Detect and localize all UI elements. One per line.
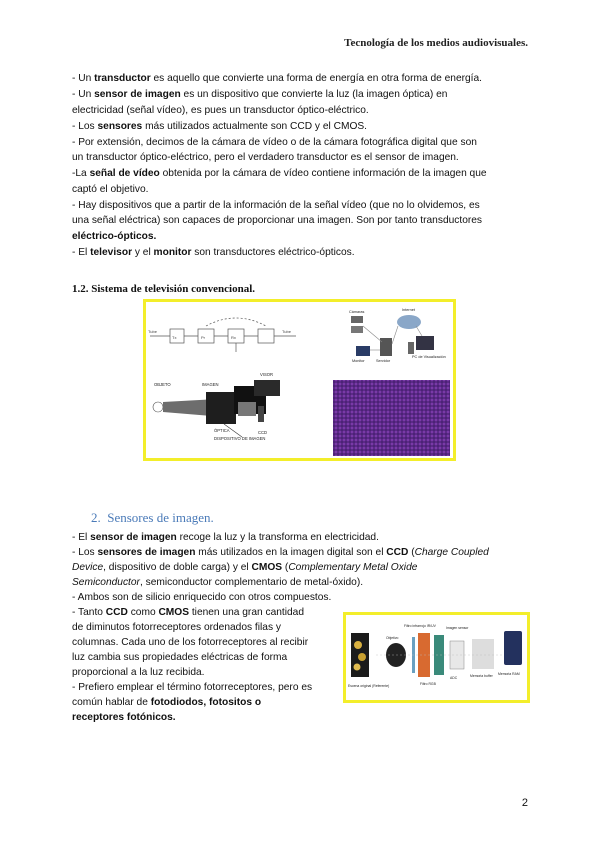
running-header: Tecnología de los medios audiovisuales.	[344, 37, 528, 49]
camera-label: CCD	[258, 430, 268, 435]
intro-line: -La señal de vídeo obtenida por la cámara de vídeo contiene información de la imagen que	[72, 168, 487, 179]
intro-line: un transductor óptico-eléctrico, pero el verdadero transductor es el sensor de imagen.	[72, 152, 459, 163]
camera-label: ÓPTICA	[214, 428, 230, 433]
ram-card	[504, 631, 522, 665]
sensors-line: receptores fotónicos.	[72, 712, 176, 723]
sensors-line: Device, dispositivo de doble carga) y el CMOS (Complementary Metal Oxide	[72, 562, 418, 573]
sensor-pipeline-figure	[343, 612, 530, 703]
pipeline-label: Escena original (Referente)	[348, 684, 390, 688]
intro-line: - El televisor y el monitor son transductores eléctrico-ópticos.	[72, 247, 355, 258]
intro-line: - Un transductor es aquello que convierte una forma de energía en otra forma de energía.	[72, 73, 482, 84]
camera-label: IMAGEN	[202, 382, 219, 387]
block-label: Tube	[148, 329, 157, 334]
intro-line: - Los sensores más utilizados actualmente son CCD y el CMOS.	[72, 121, 368, 132]
pipeline-label: Filtro RGB	[420, 682, 436, 686]
intro-line: - Por extensión, decimos de la cámara de vídeo o de la cámara fotográfica digital que son	[72, 137, 477, 148]
pipeline-label: Memoria buffer	[470, 674, 493, 678]
sensors-line: Semiconductor, semiconductor complementario de metal-óxido).	[72, 577, 364, 588]
sensors-line: luz cambia sus propiedades eléctricas de forma	[72, 652, 288, 663]
network-label: PC de Visualización	[412, 355, 446, 359]
pipeline-label: Filtro infrarrojo IR/UV	[404, 624, 436, 628]
sensors-line: - Ambos son de silicio enriquecido con otros compuestos.	[72, 592, 332, 603]
section-heading-1-2: 1.2. Sistema de televisión convencional.	[72, 283, 256, 295]
section-heading-2: 2. Sensores de imagen.	[91, 510, 214, 525]
sensors-line: - Tanto CCD como CMOS tienen una gran cantidad	[72, 607, 304, 618]
camera-label: VISOR	[260, 372, 274, 377]
sensors-line: - El sensor de imagen recoge la luz y la transforma en electricidad.	[72, 532, 379, 543]
network-label: Monitor	[352, 359, 365, 363]
intro-line: - Un sensor de imagen es un dispositivo que convierte la luz (la imagen óptica) en	[72, 89, 448, 100]
sensors-line: proporcional a la luz recibida.	[72, 667, 205, 678]
sensors-line: - Los sensores de imagen más utilizados en la imagen digital son el CCD (Charge Coupled	[72, 547, 489, 558]
tv-system-figure	[143, 299, 456, 461]
network-label: Cámaras	[349, 310, 365, 314]
block-label: Rx	[231, 335, 236, 340]
sensors-line: común hablar de fotodiodos, fotositos o	[72, 697, 262, 708]
pipeline-label: ADC	[450, 676, 458, 680]
page-number: 2	[521, 797, 528, 809]
camera-label: OBJETO	[154, 382, 171, 387]
pixel-grid	[333, 380, 450, 456]
intro-line: una señal eléctrica) son capaces de proporcionar una imagen. Son por tanto transductores	[72, 215, 483, 226]
block-label: Pr	[201, 335, 205, 340]
network-label: Servidor	[376, 359, 391, 363]
intro-line: captó el objetivo.	[72, 184, 149, 195]
pipeline-label: Imagen sensor	[446, 626, 469, 630]
sensors-line: de diminutos fotorreceptores ordenados filas y	[72, 622, 281, 633]
tv-system-illustration	[146, 302, 453, 458]
network-label: Internet	[402, 308, 415, 312]
pipeline-label: Objetivo	[386, 636, 399, 640]
sensors-line: - Prefiero emplear el término fotorreceptores, pero es	[72, 682, 313, 693]
camera-label: DISPOSITIVO DE IMAGEN	[214, 436, 266, 441]
block-label: Tx	[172, 335, 177, 340]
sensors-line: columnas. Cada uno de los fotorreceptores al recibir	[72, 637, 309, 648]
sensor-pipeline-illustration	[346, 615, 527, 700]
pipeline-label: Memoria RAM	[498, 672, 520, 676]
intro-line: eléctrico-ópticos.	[72, 231, 157, 242]
sensor-chip	[434, 635, 444, 675]
buffer-block	[472, 639, 494, 669]
intro-line: - Hay dispositivos que a partir de la información de la señal vídeo (que no lo olvidemos, es	[72, 200, 480, 211]
intro-line: electricidad (señal vídeo), es pues un transductor óptico-eléctrico.	[72, 105, 369, 116]
network-diagram	[351, 315, 434, 356]
block-label: Tube	[282, 329, 291, 334]
